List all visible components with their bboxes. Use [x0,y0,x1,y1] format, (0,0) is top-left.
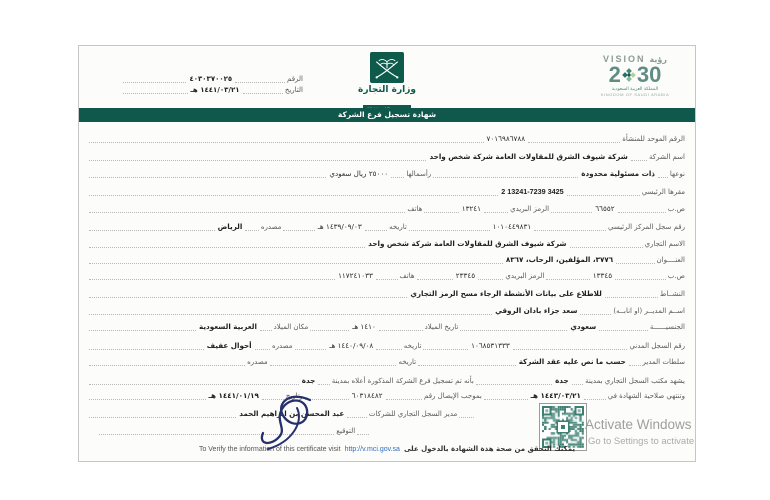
dotted-leader [89,227,215,231]
field-row [89,251,687,264]
kingdom-name-english: KINGDOM OF SAUDI ARABIA [600,92,670,97]
vision-2030-logo [579,54,691,97]
field-value: سعد جزاء بادان الروقي [495,306,578,315]
dotted-leader [89,294,407,298]
dotted-leader [295,346,327,350]
field-value: ١٤٤١/٠١/١٩ هـ [208,391,259,400]
field-value: ٧٠١٦٩٨٦٧٨٨ [486,134,526,143]
field-value: ٦٦٥٥٢ [595,204,615,213]
field-label: مكان الميلاد [273,323,309,331]
field-row [89,302,687,315]
field-value: ١٤٤٣/٠٣/٢١ هـ [530,391,581,400]
field-label: التوقيع [336,427,356,435]
dotted-leader [89,209,405,213]
dotted-leader [616,260,654,264]
reference-date-value: ١٤٤١/٠٣/٢١ هـ [190,86,240,94]
field-row [89,318,687,331]
field-row [89,130,687,143]
field-label: الجنسيــــــة [649,323,685,331]
field-label: مصدره [271,342,293,350]
field-label: مصدره [247,358,268,366]
field-row [89,200,687,213]
dotted-leader [567,192,640,196]
field-label: رقم السجل المدني [629,342,685,350]
dotted-leader [528,139,620,143]
field-label: وتاريخ [285,392,304,400]
certificate-title-banner: شهادة تسجيل فرع الشركة [79,108,695,122]
dotted-leader [423,346,468,350]
dotted-leader [89,381,299,385]
field-row [89,267,687,280]
field-label: نوعها [669,170,685,178]
field-value: ٣٧٧٦، المؤلفين، الرحاب، ٨٣٦٧ [505,255,614,264]
field-row [89,165,687,178]
field-value: جدة [555,376,569,385]
dotted-leader [89,276,335,280]
dotted-leader [478,276,503,280]
dotted-leader [255,346,270,350]
field-value: ١٣٣٤٥ [592,271,613,280]
field-label: اسم الشركة [649,153,685,161]
dotted-leader [310,327,349,331]
field-value: ٦٠٣١٨٤٨٢ [351,391,383,400]
field-label: النشــاط [659,290,685,298]
dotted-leader [409,227,490,231]
field-label: الاسم التجاري [644,240,685,248]
field-value: 2 13241-7239 3425 [501,187,564,196]
field-label: تاريخه [403,342,422,350]
dotted-leader [245,227,258,231]
field-label: ص.ب [667,272,685,280]
dotted-leader [386,396,422,400]
registrar-signature [250,388,346,458]
dotted-leader [484,396,528,400]
dotted-leader [570,244,643,248]
field-value: ١١٧٢٤١٠٣٣ [338,271,373,280]
field-row [89,183,687,196]
field-label: الرمز البريدي [510,205,550,213]
field-value: حسب ما نص عليه عقد الشركة [518,357,626,366]
dotted-leader [476,381,552,385]
field-label: وتنتهي صلاحية الشهادة في [607,392,685,400]
dotted-leader [417,276,453,280]
field-label: الرمز البريدي [505,272,545,280]
reference-number-value: ٤٠٣٠٣٧٠٠٢٥ [189,75,233,83]
field-value: أحوال عفيف [206,341,252,350]
dotted-leader [418,362,516,366]
dotted-leader [534,227,606,231]
dotted-leader [89,311,492,315]
field-label: الرقم الموحد للمنشأة [622,135,685,143]
dotted-leader [376,276,398,280]
field-label: تاريخه [398,358,417,366]
verify-text-en: To Verify the information of this certificate visit [198,446,341,453]
vision-word-en: VISION [603,54,646,64]
field-value: ١٤١٠ هـ [352,322,376,331]
dotted-leader [433,174,578,178]
dotted-leader [460,327,567,331]
field-label: هاتف [407,205,423,213]
field-value: العربية السعودية [199,322,257,331]
vision-year [579,62,691,87]
dotted-leader [631,157,647,161]
field-label: تاريخه [389,223,407,231]
dotted-leader [365,227,387,231]
field-row [89,353,687,366]
field-label: ص.ب [667,205,685,213]
dotted-leader [379,327,423,331]
dotted-leader [89,414,236,418]
dotted-leader [572,381,583,385]
vision-year-2: 2 [608,62,621,87]
dotted-leader [551,209,592,213]
activate-windows-hint: Go to Settings to activate [588,436,695,447]
field-row [89,148,687,161]
field-label: رقم سجل المركز الرئيسي [607,223,685,231]
field-row [89,372,687,385]
dotted-leader [658,174,668,178]
verify-url-link[interactable]: http://v.mci.gov.sa [344,446,400,453]
vision-year-30: 30 [636,62,662,87]
field-value: ١٤٣٩/٠٩/٠٣ هـ [317,222,362,231]
field-row [89,235,687,248]
verify-text-ar: يمكنك التحقق من صحة هذة الشهادة بالدخول على [403,445,576,453]
dotted-leader [89,396,206,400]
field-row [89,218,687,231]
field-row [89,337,687,350]
reference-date-label: التاريخ [284,86,303,94]
dotted-leader [89,157,426,161]
dotted-leader [89,346,204,350]
field-label: يشهد مكتب السجل التجاري بمدينة [585,377,685,385]
vision-word-ar: رؤية [649,55,667,64]
field-value: ١٤٤٠/٠٩/٠٨ هـ [329,341,374,350]
dotted-leader [270,362,397,366]
field-value: ١٣٢٤١ [461,204,482,213]
field-row [89,285,687,298]
dotted-leader [615,276,666,280]
dotted-leader [260,327,272,331]
field-value: ١٠١٠٤٤٩٨٣١ [492,222,532,231]
dotted-leader [580,311,611,315]
dotted-leader [89,260,503,264]
field-label: سلطات المدير [642,358,685,366]
field-value: شركة شيوف الشرق للمقاولات العامة شركة شخص واحد [368,239,567,248]
dotted-leader [546,276,589,280]
field-value: ٢٥٠٠٠ ريال سعودي [329,169,389,178]
dotted-leader [318,381,329,385]
field-value: ذات مسئولية محدودة [581,169,655,178]
activate-windows-watermark: Activate Windows [585,417,692,432]
field-label: اســم المديــر (او انابــه) [613,307,685,315]
field-value: شركة شيوف الشرق للمقاولات العامة شركة شخص واحد [429,152,628,161]
vision-emblem-icon [622,65,636,85]
field-label: هاتف [399,272,415,280]
vision-wordmark [579,54,691,64]
field-label: تاريخ الميلاد [424,323,459,331]
field-value: جدة [301,376,316,385]
dotted-leader [459,414,474,418]
ministry-emblem-icon [370,52,404,83]
dotted-leader [89,244,365,248]
dotted-leader [89,139,484,143]
dotted-leader [357,431,369,435]
field-label: بموجب الإيصال رقم [424,392,482,400]
dotted-leader [89,362,245,366]
qr-code [539,403,587,451]
field-value: للاطلاع على بيانات الأنشطة الرجاء مسح الرمز التجاري [410,289,602,298]
field-label: مدير السجل التجاري للشركات [368,410,458,418]
dotted-leader [584,396,606,400]
dotted-leader [347,414,367,418]
kingdom-name-arabic: المملكة العربية السعودية [611,87,659,92]
dotted-leader [376,346,402,350]
dotted-leader [391,174,404,178]
field-value: سعودي [570,322,597,331]
field-label: مصدره [260,223,282,231]
dotted-leader [484,209,508,213]
field-label: مقرها الرئيسي [641,188,685,196]
dotted-leader [513,346,628,350]
certificate-document [78,45,696,462]
field-label: العنــــوان [656,256,685,264]
dotted-leader [618,209,666,213]
dotted-leader [283,227,314,231]
dotted-leader [629,362,641,366]
dotted-leader [89,327,196,331]
field-row [89,387,687,400]
field-value: الرياض [217,222,243,231]
field-value: ٢٣٣٤٥ [455,271,476,280]
dotted-leader [89,192,498,196]
field-value: ١٠٦٨٥٣١٣٣٣ [471,341,510,350]
dotted-leader [424,209,458,213]
dotted-leader [605,294,658,298]
ministry-name-arabic: وزارة التجارة [358,85,416,95]
field-value: عبد المحسن بن ابراهيم الحمد [239,409,345,418]
reference-number-label: الرقم [287,75,303,83]
field-label: رأسمالها [406,170,432,178]
field-label: بأنه تم تسجيل فرع الشركة المذكورة أعلاه بمدينة [331,377,474,385]
dotted-leader [599,327,648,331]
dotted-leader [89,174,326,178]
